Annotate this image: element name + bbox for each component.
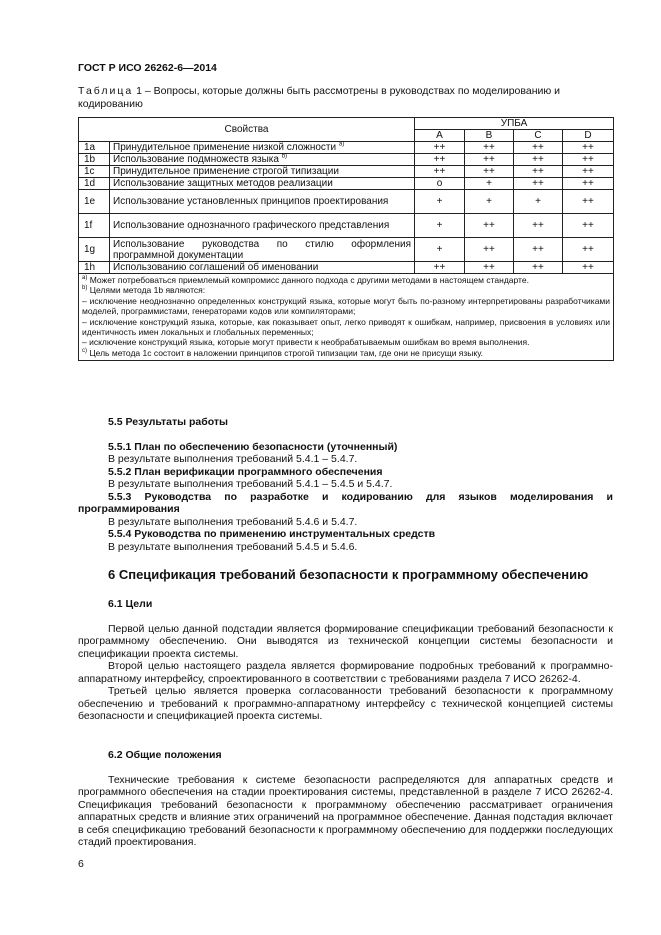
row-value: + — [514, 190, 563, 214]
row-id: 1h — [79, 262, 110, 274]
table-row — [79, 178, 614, 190]
footnote-b-item: – исключение конструкций языка, которые, как показывает опыт, легко приводят к ошибкам, например, присвоения в условиях или идентичность имен локальных и глобальных переменных; — [82, 316, 611, 338]
section-6-1 — [78, 598, 613, 723]
table-row — [79, 166, 614, 178]
document-header: ГОСТ Р ИСО 26262-6—2014 — [78, 62, 217, 74]
row-id: 1d — [79, 178, 110, 190]
footnote-c — [82, 348, 610, 358]
table-row — [79, 142, 614, 154]
col-header-level: B — [465, 130, 514, 142]
table-caption-label: Таблица — [78, 85, 134, 97]
row-value: + — [415, 214, 465, 238]
row-value: ++ — [514, 178, 563, 190]
row-text: Использование установленных принципов проектирования — [110, 190, 415, 214]
row-value: ++ — [465, 166, 514, 178]
section-heading: 6.2 Общие положения — [108, 749, 222, 761]
col-header-properties: Свойства — [79, 118, 415, 142]
footnote-b-item: – исключение неоднозначно определенных конструкций языка, которые могут быть по-разному интерпретированы разработчиками моделей, программистами, генераторами кодов или компиляторами; — [82, 295, 611, 317]
row-value: ++ — [563, 178, 614, 190]
section-heading: 5.5 Результаты работы — [108, 416, 228, 428]
row-value: ++ — [465, 238, 514, 262]
row-text: Использование однозначного графического представления — [110, 214, 415, 238]
row-value: ++ — [563, 238, 614, 262]
subsection-heading: 5.5.1 План по обеспечению безопасности (уточненный) — [108, 440, 398, 453]
footnote-b — [82, 285, 610, 295]
section-heading: 6.1 Цели — [108, 598, 153, 610]
section-6-title: 6 Спецификация требований безопасности к программному обеспечению — [108, 567, 589, 582]
footnote-text: Целями метода 1b являются: — [87, 285, 206, 296]
row-value: ++ — [415, 166, 465, 178]
section-5-5 — [78, 416, 613, 553]
col-header-group: УПБА — [415, 118, 614, 130]
table-caption — [78, 85, 593, 110]
section-6-2 — [78, 749, 613, 849]
row-value: ++ — [415, 154, 465, 166]
row-text — [110, 154, 415, 166]
table-caption-text: 1 – Вопросы, которые должны быть рассмотрены в руководствах по моделированию и кодированию — [78, 85, 561, 110]
footnote-a — [82, 275, 610, 285]
row-text: Использование руководства по стилю оформления программной документации — [110, 238, 415, 262]
row-value: ++ — [514, 166, 563, 178]
subsection-text: В результате выполнения требований 5.4.6 и 5.4.7. — [108, 515, 358, 528]
row-text: Использование защитных методов реализации — [110, 178, 415, 190]
row-value: + — [415, 190, 465, 214]
row-value: ++ — [563, 142, 614, 154]
footnote-b-item: – исключение конструкций языка, которые могут привести к необрабатываемым ошибкам во время выполнения. — [82, 337, 530, 348]
row-value: + — [465, 178, 514, 190]
row-value: ++ — [563, 214, 614, 238]
footnote-mark: b) — [82, 285, 88, 292]
row-value: ++ — [563, 166, 614, 178]
row-value: ++ — [514, 154, 563, 166]
row-value: ++ — [465, 142, 514, 154]
row-value: ++ — [415, 142, 465, 154]
row-id: 1a — [79, 142, 110, 154]
paragraph: Второй целью настоящего раздела является формирование подробных требований к программно-аппаратному интерфейсу, спроектированного в соответствии с требованиями раздела 7 ИСО 26262-4. — [78, 660, 613, 685]
row-value: ++ — [465, 214, 514, 238]
table-row — [79, 262, 614, 274]
row-value: ++ — [514, 238, 563, 262]
row-text — [110, 142, 415, 154]
row-text: Использованию соглашений об именовании — [110, 262, 415, 274]
col-header-level: A — [415, 130, 465, 142]
row-value: ++ — [563, 190, 614, 214]
properties-table — [78, 117, 614, 361]
row-value: + — [415, 238, 465, 262]
row-value: ++ — [465, 262, 514, 274]
row-id: 1g — [79, 238, 110, 262]
row-id: 1f — [79, 214, 110, 238]
col-header-level: D — [563, 130, 614, 142]
row-value: ++ — [465, 154, 514, 166]
subsection-heading: 5.5.3 Руководства по разработке и кодированию для языков моделирования и программирования — [78, 490, 613, 515]
row-text-label: Принудительное применение низкой сложности — [113, 142, 337, 153]
paragraph: Третьей целью является проверка согласованности требований безопасности к программному обеспечению и требований к программно-аппаратному интерфейсу с технической концепцией системы безопасности и спецификацией проекта системы. — [78, 685, 613, 722]
footnote-mark: a) — [82, 275, 88, 282]
col-header-level: C — [514, 130, 563, 142]
row-value: ++ — [514, 262, 563, 274]
row-id: 1b — [79, 154, 110, 166]
row-id: 1e — [79, 190, 110, 214]
row-text: Принудительное применение строгой типизации — [110, 166, 415, 178]
footnote-text: Цель метода 1с состоит в наложении принципов строгой типизации там, где они не присущи языку. — [87, 347, 483, 358]
row-text-label: Использование подмножеств языка — [113, 154, 279, 165]
footnote-ref: a) — [338, 141, 345, 148]
row-value: o — [415, 178, 465, 190]
table-row — [79, 154, 614, 166]
subsection-heading: 5.5.2 План верификации программного обеспечения — [108, 465, 383, 478]
row-id: 1c — [79, 166, 110, 178]
row-value: ++ — [563, 154, 614, 166]
row-value: ++ — [415, 262, 465, 274]
table-row — [79, 238, 614, 262]
paragraph: Первой целью данной подстадии является формирование спецификации требований безопасности к программному обеспечению. Они выводятся из технической концепции системы безопасности и спецификации проекта системы. — [78, 622, 613, 660]
subsection-text: В результате выполнения требований 5.4.1 – 5.4.7. — [108, 453, 358, 465]
subsection-heading: 5.5.4 Руководства по применению инструментальных средств — [108, 528, 436, 540]
paragraph: Технические требования к системе безопасности распределяются для аппаратных средств и программного обеспечения на стадии проектирования системы, представленной в разделе 7 ИСО 26262-4. Спецификация требований безопасности к программному обеспечению рассматривает ограничения аппаратных средств и влияние этих ограничений на программное обеспечение. Данная подстадия включает в себя спецификацию требований безопасности к программному обеспечению для поддержки последующих стадий проектирования. — [78, 773, 613, 848]
row-value: ++ — [514, 142, 563, 154]
table-row — [79, 190, 614, 214]
footnote-mark: c) — [82, 348, 87, 355]
subsection-text: В результате выполнения требований 5.4.1 – 5.4.5 и 5.4.7. — [108, 478, 393, 490]
table-row — [79, 214, 614, 238]
row-value: ++ — [514, 214, 563, 238]
row-value: ++ — [563, 262, 614, 274]
row-value: + — [465, 190, 514, 214]
table-footnotes — [79, 274, 614, 361]
footnote-ref: b) — [281, 153, 288, 160]
subsection-text: В результате выполнения требований 5.4.5 и 5.4.6. — [108, 540, 358, 553]
page-number: 6 — [78, 858, 84, 870]
footnote-text: Может потребоваться приемлемый компромисс данного подхода с другими методами в настоящем стандарте. — [87, 275, 529, 285]
